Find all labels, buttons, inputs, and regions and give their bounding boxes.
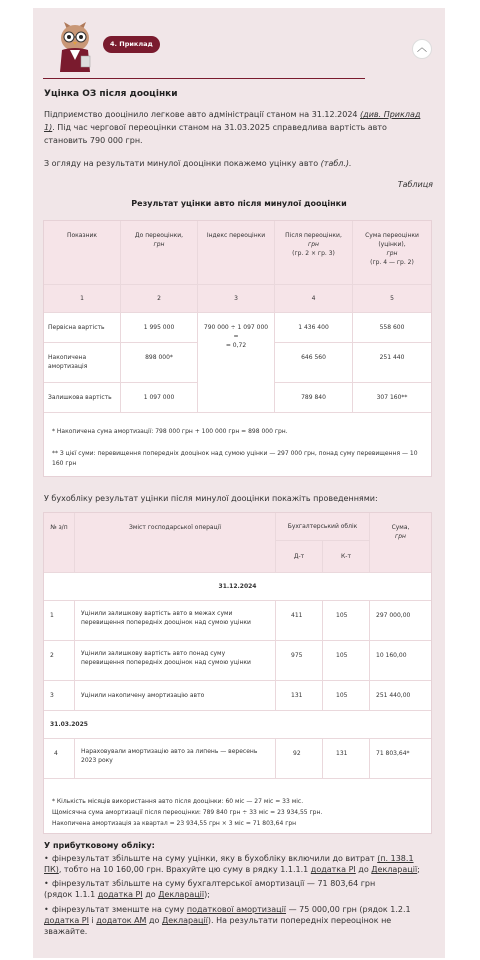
appendix-ri-link[interactable]: додатка РІ (310, 865, 356, 874)
col-header: До переоцінки, грн (121, 221, 198, 285)
cell-before: 1 097 000 (121, 383, 198, 413)
cell-after: 789 840 (275, 383, 353, 413)
cell-after: 1 436 400 (275, 313, 353, 343)
row-dt: 92 (276, 739, 323, 779)
cell-before: 898 000* (121, 343, 198, 383)
appendix-ri-link[interactable]: додатка РІ (97, 890, 143, 899)
table-caption: Результат уцінки авто після минулої дооцінки (131, 199, 347, 208)
example-1-link[interactable]: (див. Приклад 1) (44, 110, 421, 132)
profit-title: У прибутковому обліку: (44, 841, 155, 850)
col-header-account: Бухгалтерський облік (276, 513, 370, 541)
col-header-sum: Сума, грн (370, 513, 431, 573)
row-label: Первісна вартість (44, 313, 121, 343)
row-sum: 71 803,64* (370, 739, 431, 779)
row-sum: 251 440,00 (370, 681, 431, 711)
pk-link[interactable]: (п. 138.1 ПК) (44, 854, 414, 874)
row-num: 4 (44, 739, 75, 779)
row-dt: 975 (276, 641, 323, 681)
date-row: 31.03.2025 (44, 711, 431, 739)
tax-amortization-link[interactable]: податкової амортизації (186, 905, 287, 914)
table-link[interactable]: (табл.). (320, 159, 352, 168)
date-row: 31.12.2024 (44, 573, 431, 601)
row-text: Уцінили накопичену амортизацію авто (75, 681, 276, 711)
row-num: 3 (44, 681, 75, 711)
row-text: Уцінили залишкову вартість авто в межах суми перевищення попередніх дооцінок над сумою уцінки (75, 601, 276, 641)
cell-diff: 307 160** (353, 383, 431, 413)
example-badge: 4. Приклад (103, 36, 160, 53)
entries-paragraph: У бухобліку результат уцінки після минулої дооцінки покажіть проведеннями: (44, 494, 378, 503)
table-note: * Кількість місяців використання авто після дооцінки: 60 міс — 27 міс = 33 міс. (52, 798, 304, 805)
row-dt: 131 (276, 681, 323, 711)
col-header-dt: Д-т (276, 541, 323, 573)
example-card (33, 8, 445, 958)
owl-mascot-icon (50, 16, 100, 74)
cell-before: 1 995 000 (121, 313, 198, 343)
section-title: Уцінка ОЗ після дооцінки (44, 89, 178, 99)
row-kt: 105 (323, 601, 370, 641)
row-text: Нараховували амортизацію авто за липень — вересень 2023 року (75, 739, 276, 779)
col-header: Після переоцінки, грн (гр. 2 × гр. 3) (275, 221, 353, 285)
col-header-content: Зміст господарської операції (75, 513, 276, 573)
appendix-ri-link[interactable]: додатка РІ (44, 916, 89, 925)
index-formula: 790 000 ÷ 1 097 000 = = 0,72 (198, 313, 275, 413)
table-note: * Накопичена сума амортизації: 798 000 грн + 100 000 грн = 898 000 грн. (52, 428, 288, 435)
appendix-am-link[interactable]: додаток АМ (96, 916, 147, 925)
col-header: Сума переоцінки (уцінки), грн (гр. 4 — гр. 2) (353, 221, 431, 285)
intro-paragraph-2: З огляду на результати минулої дооцінки покажемо уцінку авто (табл.). (44, 159, 352, 168)
profit-bullet-2: • фінрезультат збільште на суму бухгалтерської амортизації — 71 803,64 грн (рядок 1.1.1 додатка РІ до Декларації); (44, 879, 376, 899)
divider (43, 78, 365, 79)
cell-after: 646 560 (275, 343, 353, 383)
intro-paragraph-1: Підприємство дооцінило легкове авто адміністрації станом на 31.12.2024 (див. Приклад 1). Під час чергової переоцінки станом на 31.03.2025 справедлива вартість авто становить 790 000 грн. (44, 110, 421, 145)
row-kt: 105 (323, 681, 370, 711)
profit-bullet-1: • фінрезультат збільште на суму уцінки, яку в бухобліку включили до витрат (п. 138.1 ПК), тобто на 10 160,00 грн. Врахуйте цю суму в рядку 1.1.1.1 додатка РІ до Декларації; (44, 854, 420, 874)
declaration-link[interactable]: Декларації (161, 916, 208, 925)
col-number: 1 (44, 285, 121, 313)
col-number: 5 (353, 285, 431, 313)
row-num: 2 (44, 641, 75, 681)
table-label: Таблиця (397, 180, 433, 189)
row-dt: 411 (276, 601, 323, 641)
row-label: Залишкова вартість (44, 383, 121, 413)
col-header: Показник (44, 221, 121, 285)
row-num: 1 (44, 601, 75, 641)
col-number: 2 (121, 285, 198, 313)
col-header-num: № з/п (44, 513, 75, 573)
col-header-kt: К-т (323, 541, 370, 573)
declaration-link[interactable]: Декларації (158, 890, 205, 899)
row-kt: 105 (323, 641, 370, 681)
collapse-chevron-up-icon[interactable]: ︿ (412, 39, 432, 59)
row-text: Уцінили залишкову вартість авто понад суму перевищення попередніх дооцінок над сумою уцінки (75, 641, 276, 681)
row-kt: 131 (323, 739, 370, 779)
table-note: Накопичена амортизація за квартал = 23 934,55 грн × 3 міс = 71 803,64 грн (52, 820, 297, 827)
row-sum: 297 000,00 (370, 601, 431, 641)
declaration-link[interactable]: Декларації (371, 865, 418, 874)
table-note: Щомісячна сума амортизації після переоцінки: 789 840 грн ÷ 33 міс = 23 934,55 грн. (52, 809, 323, 816)
profit-bullet-3: • фінрезультат зменште на суму податкової амортизації — 75 000,00 грн (рядок 1.2.1 додатка РІ і додаток АМ до Декларації). На результати попередніх переоцінок не зважайте. (44, 905, 411, 936)
cell-diff: 558 600 (353, 313, 431, 343)
cell-diff: 251 440 (353, 343, 431, 383)
table-note: ** З цієї суми: перевищення попередніх дооцінок над сумою уцінки — 297 000 грн, понад суму перевищення — 10 160 грн (52, 450, 418, 467)
col-number: 3 (198, 285, 275, 313)
col-number: 4 (275, 285, 353, 313)
entries-table (43, 512, 432, 834)
row-sum: 10 160,00 (370, 641, 431, 681)
row-label: Накопичена амортизація (44, 343, 121, 383)
col-header: Індекс переоцінки (198, 221, 275, 285)
revaluation-table (43, 220, 432, 477)
